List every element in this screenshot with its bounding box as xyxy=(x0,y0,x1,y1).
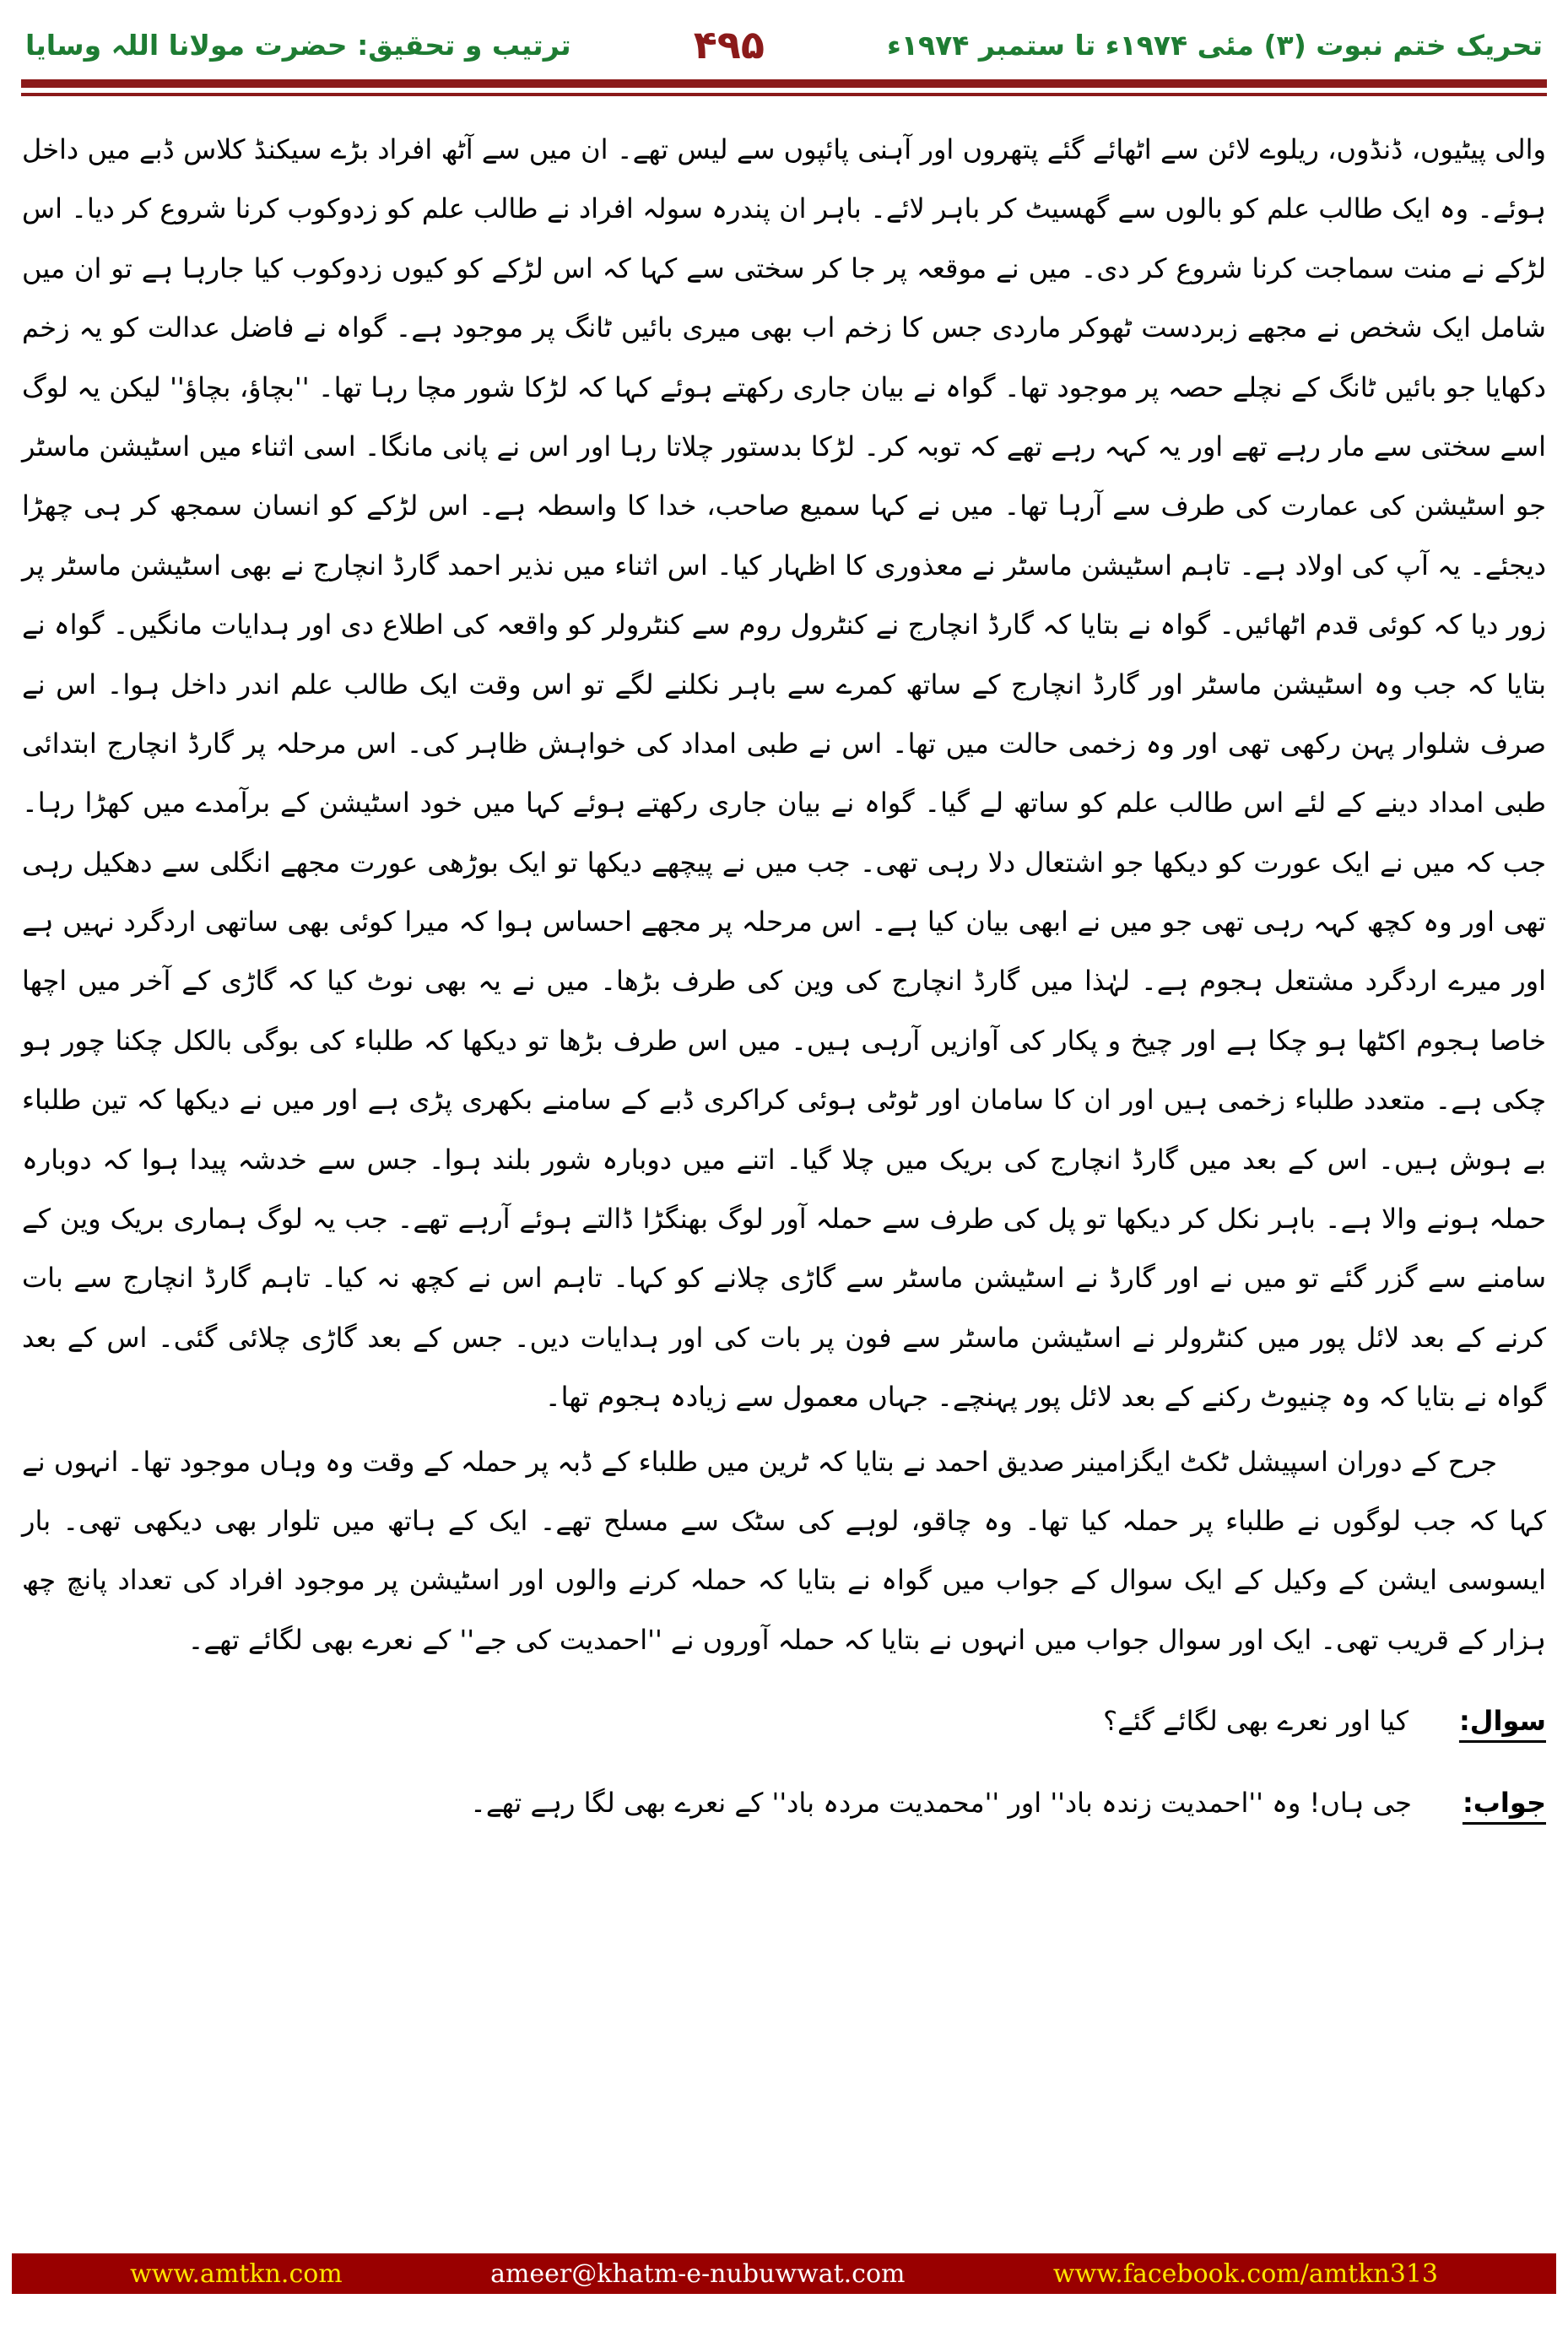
question-label: سوال: xyxy=(1458,1705,1546,1738)
paragraph-witness-statement: والی پیٹیوں، ڈنڈوں، ریلوے لائن سے اٹھائے گئے پتھروں اور آہنی پائپوں سے لیس تھے۔ ان میں سے آٹھ افراد بڑے سیکنڈ کلاس ڈبے میں داخل ہوئے۔ وہ ایک طالب علم کو بالوں سے گھسیٹ کر باہر لائے۔ باہر ان پندرہ سولہ افراد نے طالب علم کو زدوکوب کرنا شروع کر دیا۔ اس لڑکے نے منت سماجت کرنا شروع کر دی۔ میں نے موقعہ پر جا کر سختی سے کہا کہ اس لڑکے کو کیوں زدوکوب کیا جارہا ہے تو ان میں شامل ایک شخص نے مجھے زبردست ٹھوکر ماردی جس کا زخم اب بھی میری بائیں ٹانگ پر موجود ہے۔ گواہ نے فاضل عدالت کو یہ زخم دکھایا جو بائیں ٹانگ کے نچلے حصہ پر موجود تھا۔ گواہ نے بیان جاری رکھتے ہوئے کہا کہ لڑکا شور مچا رہا تھا۔ ''بچاؤ، بچاؤ'' لیکن یہ لوگ اسے سختی سے مار رہے تھے اور یہ کہہ رہے تھے کہ توبہ کر۔ لڑکا بدستور چلاتا رہا اور اس نے پانی مانگا۔ اسی اثناء میں اسٹیشن ماسٹر جو اسٹیشن کی عمارت کی طرف سے آرہا تھا۔ میں نے کہا سمیع صاحب، خدا کا واسطہ ہے۔ اس لڑکے کو انسان سمجھ کر ہی چھڑا دیجئے۔ یہ آپ کی اولاد ہے۔ تاہم اسٹیشن ماسٹر نے معذوری کا اظہار کیا۔ اس اثناء میں نذیر احمد گارڈ انچارج نے بھی اسٹیشن ماسٹر پر زور دیا کہ کوئی قدم اٹھائیں۔ گواہ نے بتایا کہ گارڈ انچارج نے کنٹرول روم سے کنٹرولر کو واقعہ کی اطلاع دی اور ہدایات مانگیں۔ گواہ نے بتایا کہ جب وہ اسٹیشن ماسٹر اور گارڈ انچارج کے ساتھ کمرے سے باہر نکلنے لگے تو اس وقت ایک طالب علم اندر داخل ہوا۔ اس نے صرف شلوار پہن رکھی تھی اور وہ زخمی حالت میں تھا۔ اس نے طبی امداد کی خواہش ظاہر کی۔ اس مرحلہ پر گارڈ انچارج ابتدائی طبی امداد دینے کے لئے اس طالب علم کو ساتھ لے گیا۔ گواہ نے بیان جاری رکھتے ہوئے کہا میں خود اسٹیشن کے برآمدے میں کھڑا رہا۔ جب کہ میں نے ایک عورت کو دیکھا جو اشتعال دلا رہی تھی۔ جب میں نے پیچھے دیکھا تو ایک بوڑھی عورت مجھے انگلی سے دھکیل رہی تھی اور وہ کچھ کہہ رہی تھی جو میں نے ابھی بیان کیا ہے۔ اس مرحلہ پر مجھے احساس ہوا کہ میرا کوئی بھی ساتھی اردگرد نہیں ہے اور میرے اردگرد مشتعل ہجوم ہے۔ لہٰذا میں گارڈ انچارج کی وین کی طرف بڑھا۔ میں نے یہ بھی نوٹ کیا کہ گاڑی کے آخر میں اچھا خاصا ہجوم اکٹھا ہو چکا ہے اور چیخ و پکار کی آوازیں آرہی ہیں۔ میں اس طرف بڑھا تو دیکھا کہ طلباء کی بوگی بالکل چکنا چور ہو چکی ہے۔ متعدد طلباء زخمی ہیں اور ان کا سامان اور ٹوٹی ہوئی کراکری ڈبے کے سامنے بکھری پڑی ہے اور میں نے دیکھا کہ تین طلباء بے ہوش ہیں۔ اس کے بعد میں گارڈ انچارج کی بریک میں چلا گیا۔ اتنے میں دوبارہ شور بلند ہوا۔ جس سے خدشہ پیدا ہوا کہ دوبارہ حملہ ہونے والا ہے۔ باہر نکل کر دیکھا تو پل کی طرف سے حملہ آور لوگ بھنگڑا ڈالتے ہوئے آرہے تھے۔ جب یہ لوگ ہماری بریک وین کے سامنے سے گزر گئے تو میں نے اور گارڈ نے اسٹیشن ماسٹر سے گاڑی چلانے کو کہا۔ تاہم اس نے کچھ نہ کیا۔ تاہم گارڈ انچارج سے بات کرنے کے بعد لائل پور میں کنٹرولر نے اسٹیشن ماسٹر سے فون پر بات کی اور ہدایات دیں۔ جس کے بعد گاڑی چلائی گئی۔ اس کے بعد گواہ نے بتایا کہ وہ چنیوٹ رکنے کے بعد لائل پور پہنچے۔ جہاں معمول سے زیادہ ہجوم تھا۔ xyxy=(22,133,1547,1414)
answer-label: جواب: xyxy=(1462,1786,1546,1819)
footer-website-link[interactable]: www.amtkn.com xyxy=(130,2258,343,2289)
footer-email-link[interactable]: ameer@khatm-e-nubuwwat.com xyxy=(490,2258,906,2289)
question-row xyxy=(22,1691,1546,1750)
page-header xyxy=(0,0,1568,76)
body-text xyxy=(22,120,1546,1832)
footer-facebook-link[interactable]: www.facebook.com/amtkn313 xyxy=(1052,2258,1438,2289)
answer-row xyxy=(22,1773,1546,1832)
header-book-title: تحریک ختم نبوت (۳) مئی ۱۹۷۴ء تا ستمبر ۱۹۷۴ء xyxy=(886,28,1543,62)
page-number: ۴۹۵ xyxy=(693,22,765,68)
question-text: کیا اور نعرے بھی لگائے گئے؟ xyxy=(1103,1705,1408,1738)
header-compiler-credit: ترتیب و تحقیق: حضرت مولانا اللہ وسایا xyxy=(25,28,571,62)
footer-bar xyxy=(12,2253,1556,2294)
header-divider-rule xyxy=(21,79,1547,96)
paragraph-cross-examination: جرح کے دوران اسپیشل ٹکٹ ایگزامینر صدیق احمد نے بتایا کہ ٹرین میں طلباء کے ڈبہ پر حملہ کے وقت وہ وہاں موجود تھا۔ انہوں نے کہا کہ جب لوگوں نے طلباء پر حملہ کیا تھا۔ وہ چاقو، لوہے کی سٹک سے مسلح تھے۔ ایک کے ہاتھ میں تلوار بھی دیکھی تھی۔ بار ایسوسی ایشن کے وکیل کے ایک سوال کے جواب میں گواہ نے بتایا کہ حملہ کرنے والوں اور اسٹیشن پر موجود افراد کی تعداد پانچ چھ ہزار کے قریب تھی۔ ایک اور سوال جواب میں انہوں نے بتایا کہ حملہ آوروں نے ''احمدیت کی جے'' کے نعرے بھی لگائے تھے۔ xyxy=(22,1445,1546,1656)
answer-text: جی ہاں! وہ ''احمدیت زندہ باد'' اور ''محمدیت مردہ باد'' کے نعرے بھی لگا رہے تھے۔ xyxy=(470,1786,1412,1819)
